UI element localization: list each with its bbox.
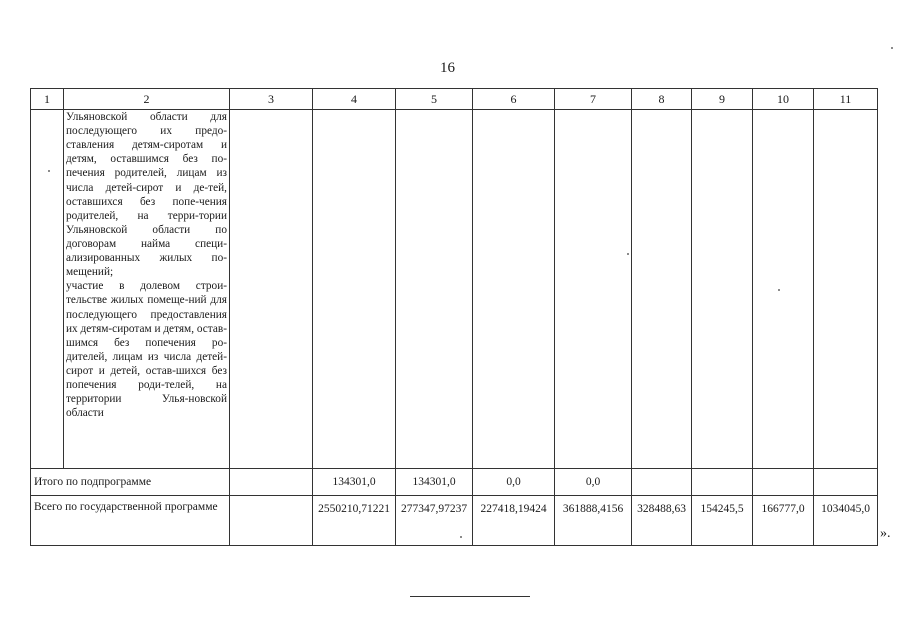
header-cell-8: 8 [632, 89, 692, 110]
program-table [30, 88, 878, 546]
program-total-label: Всего по государственной программе [31, 496, 230, 546]
row-number-cell [31, 110, 64, 469]
program-total-col-10: 166777,0 [753, 496, 814, 546]
program-total-col-9: 154245,5 [692, 496, 753, 546]
subprogram-total-label: Итого по подпрограмме [31, 469, 230, 496]
empty-cell [313, 110, 396, 469]
subprogram-total-col-8 [632, 469, 692, 496]
empty-cell [814, 110, 878, 469]
program-total-row [31, 496, 878, 546]
subprogram-total-row [31, 469, 878, 496]
description-cell [64, 110, 230, 469]
scan-speck [627, 253, 629, 255]
empty-cell [555, 110, 632, 469]
empty-cell [632, 110, 692, 469]
program-total-col-8: 328488,63 [632, 496, 692, 546]
header-cell-7: 7 [555, 89, 632, 110]
header-cell-1: 1 [31, 89, 64, 110]
description-paragraph-1: Ульяновской области для последующего их предо-ставления детям-сиротам и детям, оставшимся без по-печения родителей, лицам из числа детей-сирот и де-тей, оставшихся без попе-чения родителей, на терри-тории Ульяновской области по договорам найма специ-ализированных жилых по-мещений; [66, 111, 227, 279]
program-total-col-6: 227418,19424 [473, 496, 555, 546]
empty-cell [473, 110, 555, 469]
subprogram-total-col-6: 0,0 [473, 469, 555, 496]
header-cell-2: 2 [64, 89, 230, 110]
header-cell-3: 3 [230, 89, 313, 110]
scan-speck [891, 47, 893, 49]
closing-quote: ». [880, 526, 891, 541]
subprogram-total-col-5: 134301,0 [396, 469, 473, 496]
program-total-col-11: 1034045,0 [814, 496, 878, 546]
subprogram-total-col-7: 0,0 [555, 469, 632, 496]
program-total-col-5: 277347,97237 [396, 496, 473, 546]
description-row [31, 110, 878, 469]
header-cell-11: 11 [814, 89, 878, 110]
subprogram-total-col-11 [814, 469, 878, 496]
scan-speck [778, 289, 780, 291]
header-cell-9: 9 [692, 89, 753, 110]
header-cell-5: 5 [396, 89, 473, 110]
header-row [31, 89, 878, 110]
empty-cell [753, 110, 814, 469]
page-number: 16 [440, 60, 455, 76]
header-cell-4: 4 [313, 89, 396, 110]
subprogram-total-col-4: 134301,0 [313, 469, 396, 496]
scan-speck [48, 170, 50, 172]
empty-cell [230, 469, 313, 496]
header-cell-6: 6 [473, 89, 555, 110]
empty-cell [230, 110, 313, 469]
empty-cell [396, 110, 473, 469]
scan-speck [460, 536, 462, 538]
description-paragraph-2: участие в долевом строи-тельстве жилых помеще-ний для последующего предоставления их детям-сиротам и детям, остав-шимся без попечения ро-дителей, лицам из числа детей-сирот и детей, остав-шихся без попечения роди-телей, на территории Улья-новской области [66, 280, 227, 420]
subprogram-total-col-10 [753, 469, 814, 496]
footer-divider [410, 596, 530, 597]
header-cell-10: 10 [753, 89, 814, 110]
program-total-col-7: 361888,4156 [555, 496, 632, 546]
subprogram-total-col-9 [692, 469, 753, 496]
empty-cell [692, 110, 753, 469]
program-total-col-4: 2550210,71221 [313, 496, 396, 546]
empty-cell [230, 496, 313, 546]
